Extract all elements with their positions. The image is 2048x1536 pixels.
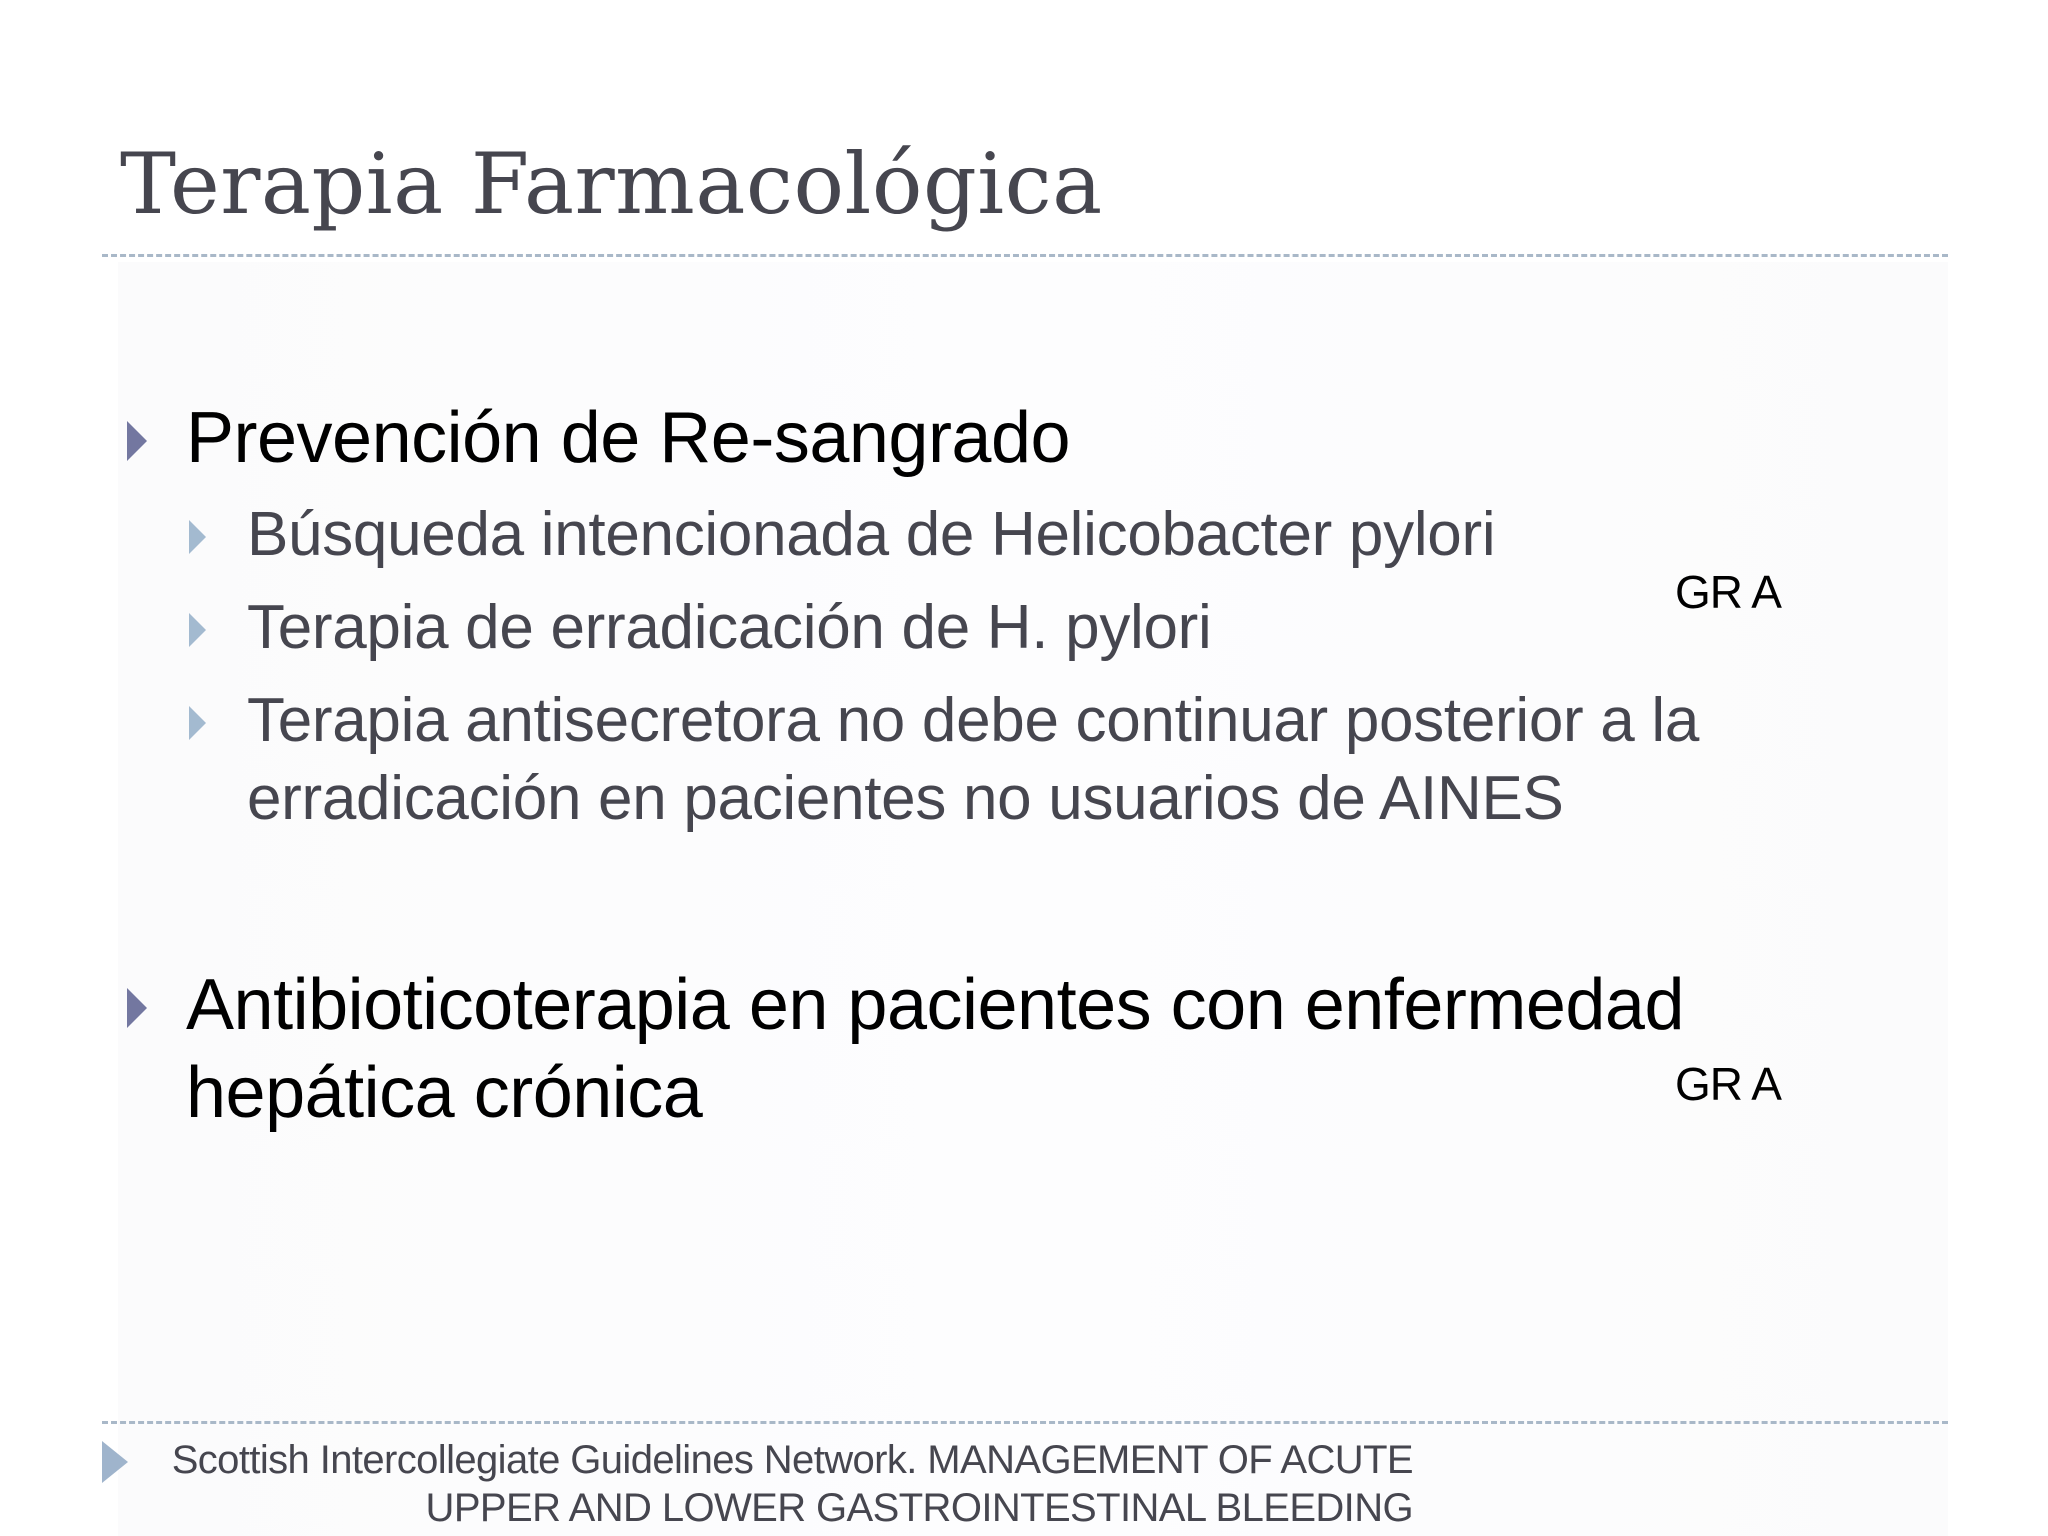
sub-bullet-busqueda: Búsqueda intencionada de Helicobacter pylori: [247, 500, 1496, 569]
footer-line-1: Scottish Intercollegiate Guidelines Network. MANAGEMENT OF ACUTE: [171, 1438, 1413, 1482]
triangle-right-icon: [102, 1441, 128, 1483]
slide-title: Terapia Farmacológica: [120, 135, 1103, 233]
footer-line-2: UPPER AND LOWER GASTROINTESTINAL BLEEDING: [425, 1486, 1413, 1530]
triangle-right-icon: [189, 520, 206, 554]
grade-badge: GR A: [1675, 1058, 1781, 1110]
sub-bullet-antisecretora-line1: Terapia antisecretora no debe continuar posterior a la: [247, 686, 1700, 755]
grade-badge: GR A: [1675, 566, 1781, 618]
title-divider: [102, 254, 1948, 257]
bullet-prevencion: Prevención de Re-sangrado: [186, 398, 1071, 478]
sub-bullet-terapia-erradicacion: Terapia de erradicación de H. pylori: [247, 593, 1212, 662]
triangle-right-icon: [189, 706, 206, 740]
triangle-right-icon: [189, 613, 206, 647]
sub-bullet-antisecretora-line2: erradicación en pacientes no usuarios de AINES: [247, 764, 1564, 833]
footer-reference: [143, 1436, 1413, 1532]
bullet-antibioticoterapia-line2: hepática crónica: [186, 1053, 703, 1133]
bullet-antibioticoterapia-line1: Antibioticoterapia en pacientes con enfermedad: [186, 965, 1684, 1045]
triangle-right-icon: [127, 421, 147, 461]
triangle-right-icon: [127, 988, 147, 1028]
footer-divider: [102, 1421, 1948, 1424]
